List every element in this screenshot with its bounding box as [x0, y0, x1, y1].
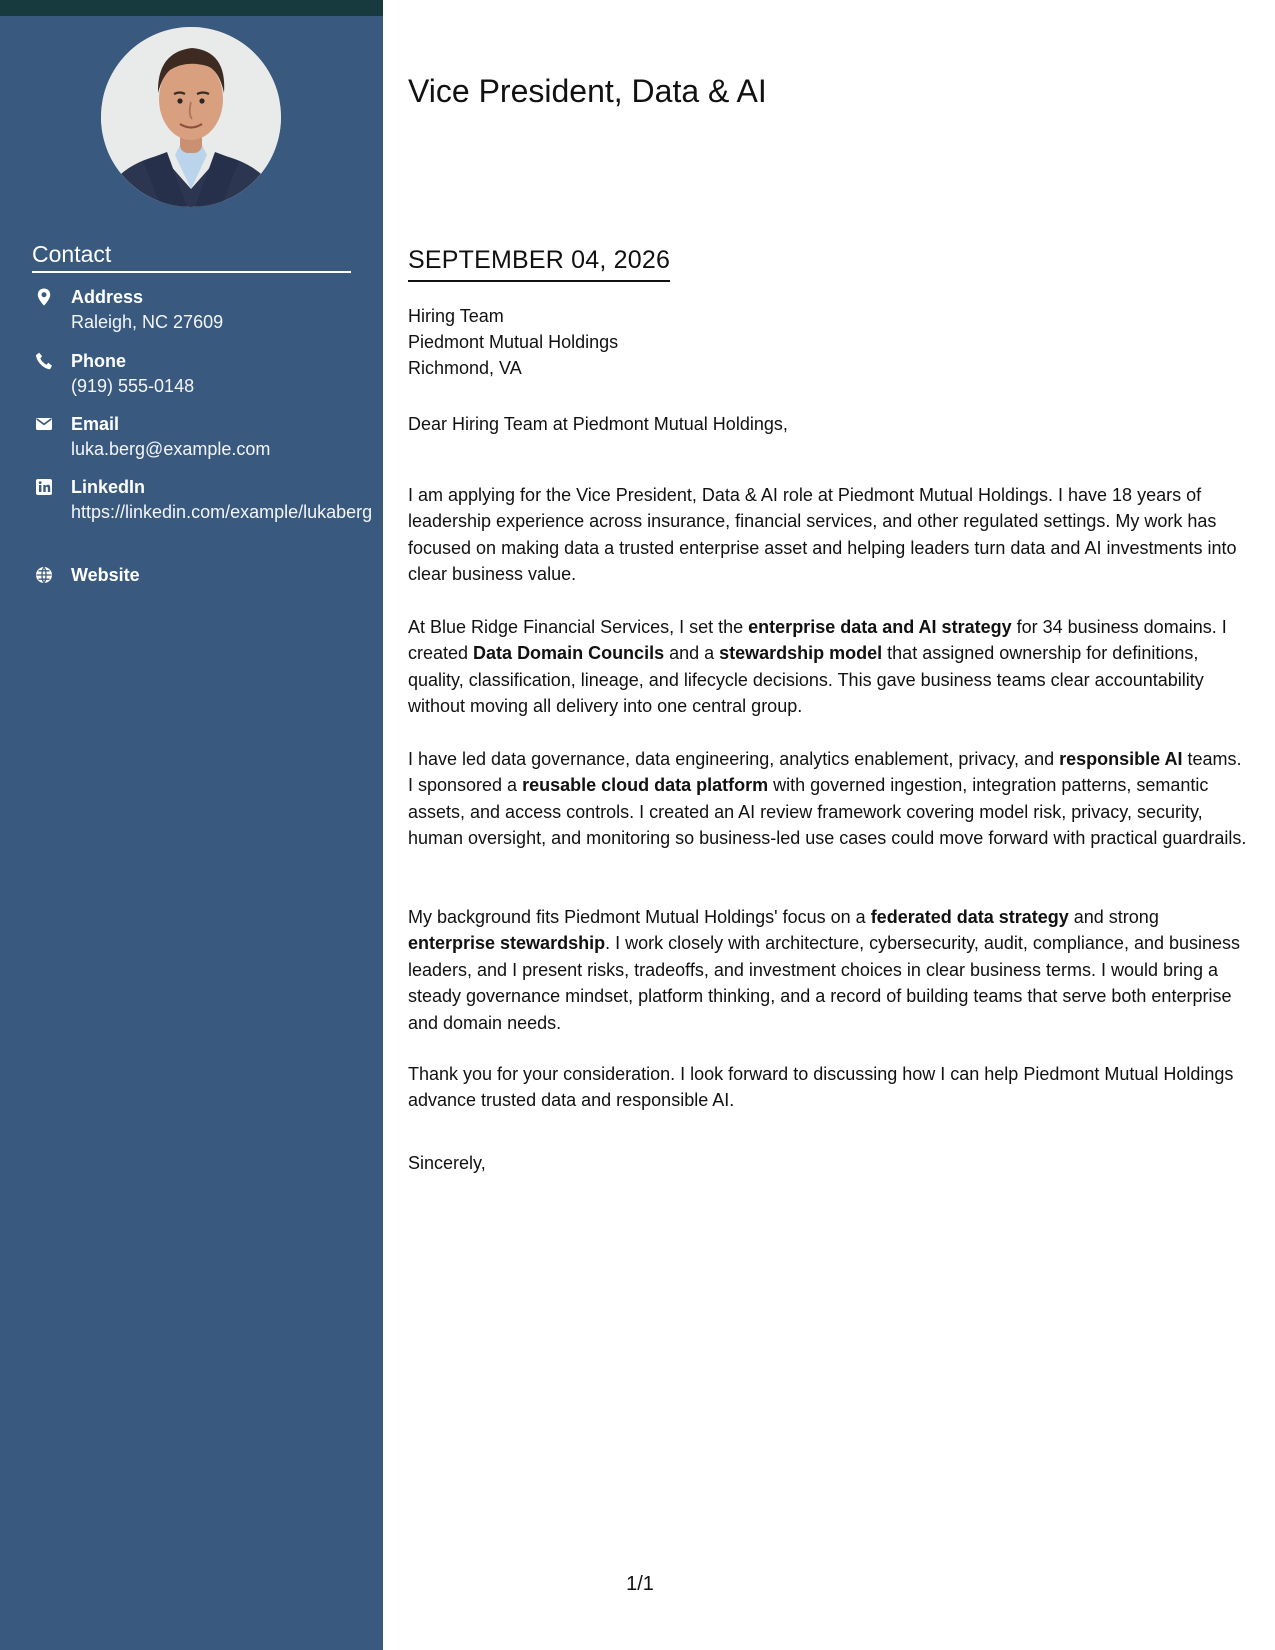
signoff: Sincerely, [408, 1153, 486, 1173]
paragraph-bold-text: federated data strategy [870, 907, 1069, 927]
letter-paragraph [408, 614, 1248, 720]
letter-paragraph [408, 1061, 1248, 1114]
contact-value-address: Raleigh, NC 27609 [71, 312, 224, 332]
linkedin-icon [34, 477, 54, 497]
paragraph-text: . I work closely with architecture, cybersecurity, audit, compliance, and business leaders, and I present risks, tradeoffs, and investment choices in clear business terms. I would bring a steady governance mindset, platform thinking, and a record of building teams that serve both enterprise and domain needs. [408, 933, 1241, 1033]
paragraph-bold-text: enterprise data and AI strategy [748, 617, 1012, 637]
email-icon [34, 414, 54, 434]
paragraph-text: Thank you for your consideration. I look forward to discussing how I can help Piedmont Mutual Holdings advance trusted data and responsible AI. [408, 1064, 1234, 1111]
page-number: 1/1 [626, 1573, 654, 1595]
contact-value-linkedin[interactable]: https://linkedin.com/example/lukaberg [71, 502, 373, 522]
recipient-block [408, 303, 1208, 381]
sidebar [0, 0, 383, 1650]
letter-paragraph [408, 746, 1248, 852]
paragraph-bold-text: reusable cloud data platform [522, 775, 769, 796]
paragraph-bold-text: enterprise stewardship [408, 933, 606, 954]
contact-label-address: Address [71, 287, 144, 307]
contact-label-email: Email [71, 414, 120, 434]
paragraph-text: I am applying for the Vice President, Data & AI role at Piedmont Mutual Holdings. I have 18 years of leadership experience across insurance, financial services, and other regulated settings. My work has focused on making data a trusted enterprise asset and helping leaders turn data and AI investments into clear business value. [408, 485, 1237, 585]
avatar [101, 27, 281, 207]
globe-icon [34, 565, 54, 585]
paragraph-bold-text: stewardship model [719, 643, 883, 664]
paragraph-text: At Blue Ridge Financial Services, I set the [408, 617, 749, 637]
page-title: Vice President, Data & AI [408, 73, 767, 109]
sidebar-top-bar [0, 0, 383, 16]
contact-value-email[interactable]: luka.berg@example.com [71, 439, 271, 459]
contact-label-phone: Phone [71, 351, 127, 371]
paragraph-bold-text: responsible AI [1059, 749, 1183, 769]
location-pin-icon [34, 287, 54, 307]
recipient-line: Richmond, VA [408, 358, 522, 378]
paragraph-text: and a [664, 643, 720, 664]
contact-label-website: Website [71, 565, 140, 585]
paragraph-bold-text: Data Domain Councils [473, 643, 665, 664]
contact-label-linkedin: LinkedIn [71, 477, 146, 497]
paragraph-text: teams. I sponsored a [408, 749, 1242, 796]
paragraph-text: and strong [1068, 907, 1159, 927]
paragraph-text: My background fits Piedmont Mutual Holdings' focus on a [408, 907, 871, 927]
letter-date: SEPTEMBER 04, 2026 [408, 244, 670, 282]
salutation: Dear Hiring Team at Piedmont Mutual Holdings, [408, 414, 788, 434]
recipient-line: Piedmont Mutual Holdings [408, 332, 619, 352]
contact-heading: Contact [32, 240, 351, 273]
letter-paragraph [408, 482, 1248, 588]
phone-icon [34, 351, 54, 371]
letter-paragraph [408, 904, 1248, 1036]
contact-value-phone: (919) 555-0148 [71, 376, 195, 396]
recipient-line: Hiring Team [408, 306, 504, 326]
paragraph-text: that assigned ownership for definitions, quality, classification, lineage, and lifecycle decisions. This gave business teams clear accountability without moving all delivery into one central group. [408, 643, 1204, 717]
paragraph-text: I have led data governance, data engineering, analytics enablement, privacy, and [408, 749, 1060, 769]
paragraph-text: with governed ingestion, integration patterns, semantic assets, and access controls. I created an AI review framework covering model risk, privacy, security, human oversight, and monitoring so business-led use cases could move forward with practical guardrails. [408, 775, 1247, 849]
paragraph-text: for 34 business domains. I created [408, 617, 1227, 664]
